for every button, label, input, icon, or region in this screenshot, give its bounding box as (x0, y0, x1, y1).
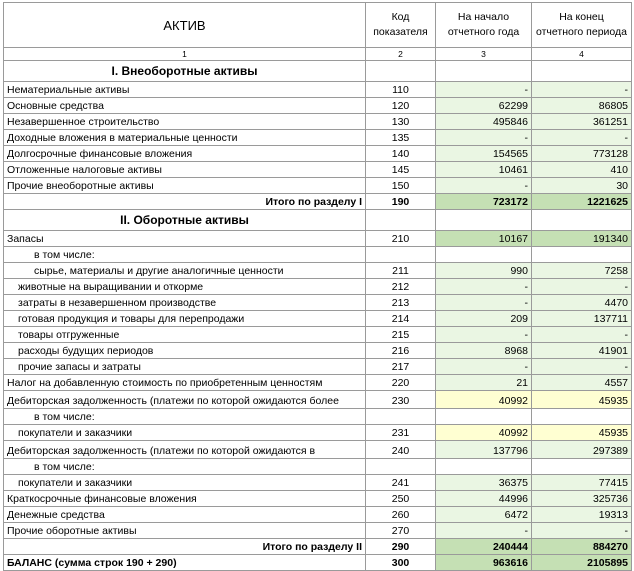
row-code: 213 (366, 295, 436, 311)
row-code: 135 (366, 130, 436, 146)
table-row (4, 507, 632, 523)
table-row (4, 359, 632, 375)
row-code: 220 (366, 375, 436, 391)
value-end (532, 409, 632, 425)
value-end[interactable]: 361251 (532, 114, 632, 130)
value-start[interactable]: 209 (436, 311, 532, 327)
row-code: 216 (366, 343, 436, 359)
value-start[interactable]: - (436, 359, 532, 375)
value-end[interactable]: - (532, 523, 632, 539)
row-label: Нематериальные активы (4, 82, 366, 98)
value-end[interactable]: 45935 (532, 425, 632, 441)
row-label: Итого по разделу I (4, 194, 366, 210)
row-code: 270 (366, 523, 436, 539)
table-row (4, 263, 632, 279)
total-row (4, 539, 632, 555)
table-row (4, 178, 632, 194)
value-start (436, 409, 532, 425)
table-row (4, 523, 632, 539)
row-code (366, 459, 436, 475)
header-row (4, 3, 632, 48)
table-row (4, 475, 632, 491)
empty-cell (532, 61, 632, 82)
row-code: 231 (366, 425, 436, 441)
table-row (4, 279, 632, 295)
value-start[interactable]: - (436, 327, 532, 343)
value-end[interactable]: 30 (532, 178, 632, 194)
value-end[interactable]: 4470 (532, 295, 632, 311)
row-code: 150 (366, 178, 436, 194)
value-end[interactable]: - (532, 130, 632, 146)
row-code: 210 (366, 231, 436, 247)
row-code: 120 (366, 98, 436, 114)
row-code: 300 (366, 555, 436, 571)
row-code: 230 (366, 391, 436, 409)
row-code (366, 409, 436, 425)
table-row (4, 231, 632, 247)
row-label: Дебиторская задолженность (платежи по которой ожидаются более (4, 391, 366, 409)
table-row (4, 343, 632, 359)
section-header-row (4, 61, 632, 82)
row-code: 110 (366, 82, 436, 98)
column-numbers-row (4, 48, 632, 61)
table-row (4, 327, 632, 343)
table-row (4, 162, 632, 178)
table-row (4, 114, 632, 130)
section-title: I. Внеоборотные активы (4, 61, 366, 82)
value-start[interactable]: - (436, 130, 532, 146)
row-label: животные на выращивании и откорме (4, 279, 366, 295)
row-label: Налог на добавленную стоимость по приобретенным ценностям (4, 375, 366, 391)
row-code: 217 (366, 359, 436, 375)
value-start (436, 247, 532, 263)
value-end[interactable]: 773128 (532, 146, 632, 162)
value-end: 884270 (532, 539, 632, 555)
value-end: 297389 (532, 441, 632, 459)
table-row (4, 441, 632, 459)
empty-cell (532, 210, 632, 231)
header-asset: АКТИВ (4, 3, 366, 48)
row-label: Итого по разделу II (4, 539, 366, 555)
table-row (4, 247, 632, 263)
row-code: 290 (366, 539, 436, 555)
column-number: 4 (532, 48, 632, 61)
row-label: покупатели и заказчики (4, 425, 366, 441)
row-code: 212 (366, 279, 436, 295)
row-code: 240 (366, 441, 436, 459)
row-code: 190 (366, 194, 436, 210)
header-end: На конец отчетного периода (532, 3, 632, 48)
row-label: в том числе: (4, 409, 366, 425)
value-end (532, 459, 632, 475)
table-row (4, 409, 632, 425)
value-end: 191340 (532, 231, 632, 247)
row-label: покупатели и заказчики (4, 475, 366, 491)
value-start[interactable]: 44996 (436, 491, 532, 507)
value-start (436, 459, 532, 475)
value-end[interactable]: 4557 (532, 375, 632, 391)
value-end[interactable]: - (532, 279, 632, 295)
row-code (366, 247, 436, 263)
value-end[interactable]: - (532, 359, 632, 375)
value-end[interactable]: 410 (532, 162, 632, 178)
row-label: Основные средства (4, 98, 366, 114)
row-label: Прочие внеоборотные активы (4, 178, 366, 194)
value-end[interactable]: 325736 (532, 491, 632, 507)
value-end (532, 247, 632, 263)
section-header-row (4, 210, 632, 231)
row-label: Денежные средства (4, 507, 366, 523)
value-end[interactable]: 41901 (532, 343, 632, 359)
value-start: 240444 (436, 539, 532, 555)
row-label: Доходные вложения в материальные ценности (4, 130, 366, 146)
value-start: 137796 (436, 441, 532, 459)
table-row (4, 295, 632, 311)
row-code: 214 (366, 311, 436, 327)
value-start: 10167 (436, 231, 532, 247)
value-start[interactable]: 154565 (436, 146, 532, 162)
row-label: Долгосрочные финансовые вложения (4, 146, 366, 162)
table-row (4, 146, 632, 162)
value-start[interactable]: - (436, 523, 532, 539)
value-end[interactable]: 7258 (532, 263, 632, 279)
row-label: БАЛАНС (сумма строк 190 + 290) (4, 555, 366, 571)
value-end[interactable]: 77415 (532, 475, 632, 491)
row-code: 215 (366, 327, 436, 343)
row-label: расходы будущих периодов (4, 343, 366, 359)
balance-row (4, 555, 632, 571)
row-code: 145 (366, 162, 436, 178)
empty-cell (366, 210, 436, 231)
empty-cell (366, 61, 436, 82)
value-start: 963616 (436, 555, 532, 571)
row-label: Прочие оборотные активы (4, 523, 366, 539)
value-start[interactable]: 36375 (436, 475, 532, 491)
row-label: затраты в незавершенном производстве (4, 295, 366, 311)
empty-cell (436, 210, 532, 231)
header-start: На начало отчетного года (436, 3, 532, 48)
table-row (4, 459, 632, 475)
row-label: в том числе: (4, 247, 366, 263)
row-label: сырье, материалы и другие аналогичные ценности (4, 263, 366, 279)
empty-cell (436, 61, 532, 82)
value-start[interactable]: 40992 (436, 425, 532, 441)
table-row (4, 311, 632, 327)
value-start[interactable]: 6472 (436, 507, 532, 523)
table-row (4, 391, 632, 409)
value-end[interactable]: 19313 (532, 507, 632, 523)
value-start[interactable]: 62299 (436, 98, 532, 114)
value-start: 723172 (436, 194, 532, 210)
value-end: 1221625 (532, 194, 632, 210)
value-end: 45935 (532, 391, 632, 409)
value-start[interactable]: 21 (436, 375, 532, 391)
value-end[interactable]: - (532, 327, 632, 343)
value-end[interactable]: 137711 (532, 311, 632, 327)
row-label: Дебиторская задолженность (платежи по которой ожидаются в (4, 441, 366, 459)
table-row (4, 98, 632, 114)
row-label: в том числе: (4, 459, 366, 475)
column-number: 3 (436, 48, 532, 61)
row-code: 250 (366, 491, 436, 507)
table-row (4, 425, 632, 441)
section-title: II. Оборотные активы (4, 210, 366, 231)
value-start[interactable]: 8968 (436, 343, 532, 359)
row-label: прочие запасы и затраты (4, 359, 366, 375)
value-end[interactable]: 86805 (532, 98, 632, 114)
value-start[interactable]: 495846 (436, 114, 532, 130)
row-code: 241 (366, 475, 436, 491)
value-start[interactable]: - (436, 178, 532, 194)
table-row (4, 82, 632, 98)
value-start[interactable]: 990 (436, 263, 532, 279)
value-start[interactable]: - (436, 279, 532, 295)
row-label: товары отгруженные (4, 327, 366, 343)
row-code: 140 (366, 146, 436, 162)
value-end[interactable]: - (532, 82, 632, 98)
row-code: 260 (366, 507, 436, 523)
value-start[interactable]: - (436, 295, 532, 311)
balance-sheet-table (3, 2, 632, 571)
value-start[interactable]: - (436, 82, 532, 98)
row-label: Краткосрочные финансовые вложения (4, 491, 366, 507)
value-start: 40992 (436, 391, 532, 409)
header-code: Код показателя (366, 3, 436, 48)
row-label: Незавершенное строительство (4, 114, 366, 130)
row-label: Отложенные налоговые активы (4, 162, 366, 178)
row-code: 211 (366, 263, 436, 279)
value-end: 2105895 (532, 555, 632, 571)
value-start[interactable]: 10461 (436, 162, 532, 178)
total-row (4, 194, 632, 210)
column-number: 2 (366, 48, 436, 61)
table-row (4, 375, 632, 391)
column-number: 1 (4, 48, 366, 61)
row-label: готовая продукция и товары для перепродажи (4, 311, 366, 327)
row-label: Запасы (4, 231, 366, 247)
table-row (4, 491, 632, 507)
row-code: 130 (366, 114, 436, 130)
table-row (4, 130, 632, 146)
